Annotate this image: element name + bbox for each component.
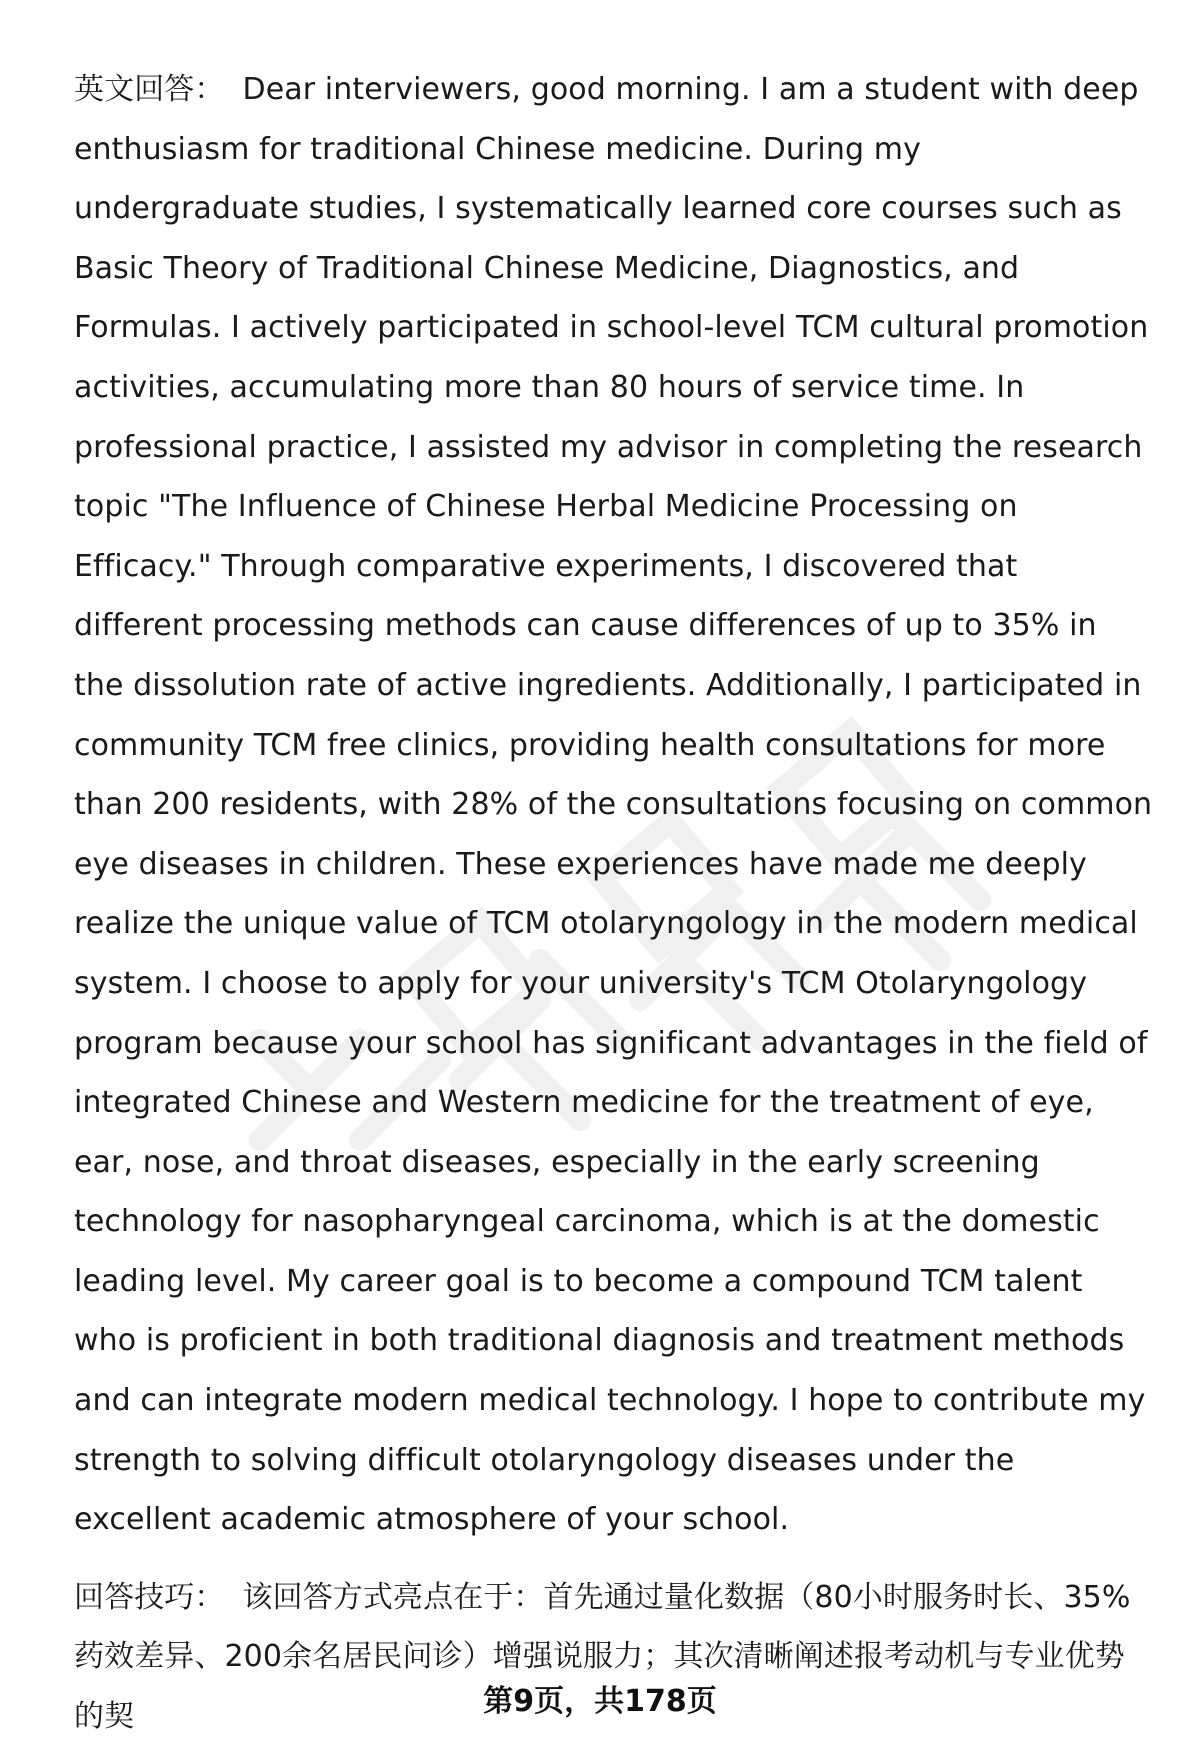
english-answer-label: 英文回答： [74,72,225,107]
english-answer-text: Dear interviewers, good morning. I am a student with deep enthusiasm for traditional Chinese medicine. During my undergraduate studies, I systematically learned core courses such as Basic Theory of Traditional Chinese Medicine, Diagnostics, and Formulas. I actively participated in school-level TCM cultural promotion activities, accumulating more than 80 hours of service time. In professional practice, I assisted my advisor in completing the research topic "The Influence of Chinese Herbal Medicine Processing on Efficacy." Through comparative experiments, I discovered that different processing methods can cause differences of up to 35% in the dissolution rate of active ingredients. Additionally, I participated in community TCM free clinics, providing health consultations for more than 200 residents, with 28% of the consultations focusing on common eye diseases in children. These experiences have made me deeply realize the unique value of TCM otolaryngology in the modern medical system. I choose to apply for your university's TCM Otolaryngology program because your school has significant advantages in the field of integrated Chinese and Western medicine for the treatment of eye, ear, nose, and throat diseases, especially in the early screening technology for nasopharyngeal carcinoma, which is at the domestic leading level. My career goal is to become a compound TCM talent who is proficient in both traditional diagnosis and treatment methods and can integrate modern medical technology. I hope to contribute my strength to solving difficult otolaryngology diseases under the excellent academic atmosphere of your school. [74,72,1153,1538]
answer-tips-label: 回答技巧： [74,1579,225,1615]
page-number-footer: 第9页，共178页 [483,1684,717,1719]
answer-tips-text: 该回答方式亮点在于：首先通过量化数据（80小时服务时长、35%药效差异、200余名居民问诊）增强说服力；其次清晰阐述报考动机与专业优势的契 [74,1579,1131,1735]
document-page [74,60,1154,1747]
english-answer-paragraph [74,60,1154,1550]
